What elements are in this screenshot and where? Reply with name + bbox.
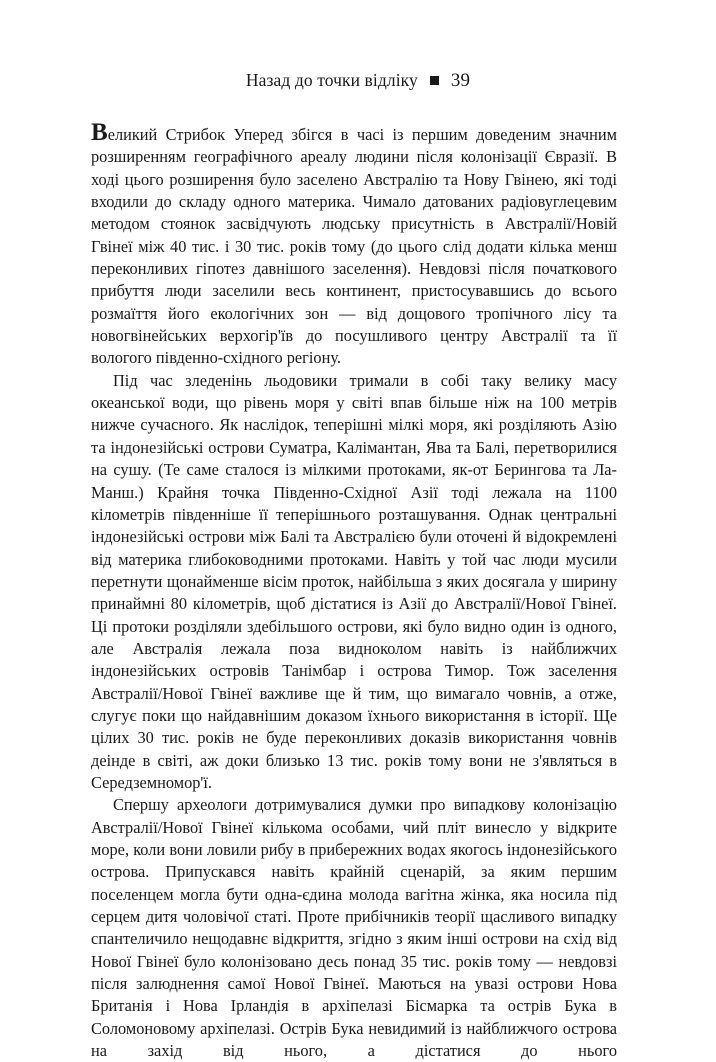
chapter-title: Назад до точки відліку — [245, 70, 418, 90]
running-head — [0, 70, 716, 92]
page-number: 39 — [450, 70, 471, 91]
drop-cap: В — [91, 119, 108, 146]
paragraph-1-text: еликий Стрибок Уперед збігся в часі із першим доведеним значним розширенням географічного ареалу людини після колонізації Євразії. В ході цього розширення було заселено Австралію та Нову Гвінею, які тоді входили до складу одного материка. Чимало датованих радіовуглецевим методом стоянок засвідчують людську присутність в Австралії/Новій Гвінеї між 40 тис. і 30 тис. років тому (до цього слід додати кілька менш переконливих гіпотез давнішого заселення). Невдовзі після початкового прибуття люди заселили весь континент, пристосувавшись до всього розмаїття його екологічних зон — від дощового тропічного лісу та новогвінейських верхогір'їв до посушливого центру Австралії та її вологого південно-східного регіону. — [91, 125, 617, 368]
paragraph-3: Спершу археологи дотримувалися думки про випадкову колонізацію Австралії/Нової Гвінеї кількома особами, чий пліт винесло у відкрите море, коли вони ловили рибу в прибережних водах якогось індонезійського острова. Припускався навіть крайній сценарій, за яким першим поселенцем могла бути одна-єдина молода вагітна жінка, яка носила під серцем дитя чоловічої статі. Проте прибічників теорії щасливого випадку спантеличило нещодавнє відкриття, згідно з яким інші острови на схід від Нової Гвінеї було колонізовано десь понад 35 тис. років тому — невдовзі після залюднення самої Нової Гвінеї. Маються на увазі острови Нова Британія і Нова Ірландія в архіпелазі Бісмарка та острів Бука в Соломоновому архіпелазі. Острів Бука невидимий із найближчого острова на захід від нього, а дістатися до нього — [91, 795, 617, 1061]
paragraph-1 — [91, 119, 617, 370]
paragraph-2: Під час зледенінь льодовики тримали в собі таку велику масу океанської води, що рівень моря у світі впав більше ніж на 100 метрів нижче сучасного. Як наслідок, теперішні мілкі моря, які розділяють Азію та індонезійські острови Суматра, Калімантан, Ява та Балі, перетворилися на сушу. (Те саме сталося із мілкими протоками, як-от Берингова та Ла-Манш.) Крайня точка Південно-Східної Азії тоді лежала на 1100 кілометрів південніше її теперішнього розташування. Однак центральні індонезійські острови між Балі та Австралією були оточені й відокремлені від материка глибоководними протоками. Навіть у той час люди мусили перетнути щонайменше вісім проток, найбільша з яких досягала у ширину принаймні 80 кілометрів, щоб дістатися із Азії до Австралії/Нової Гвінеї. Ці протоки розділяли здебільшого острови, які було видно один із одного, але Австралія лежала поза видноколом навіть із найближчих індонезійських островів Танімбар і острова Тимор. Тож заселення Австралії/Нової Гвінеї важливе ще й тим, що вимагало човнів, а отже, слугує поки що найдавнішим доказом їхнього використання в історії. Ще цілих 30 тис. років не буде переконливих доказів використання човнів деінде в світі, аж доки близько 13 тис. років тому вони не з'являться в Середземномор'ї. — [91, 370, 617, 792]
square-bullet-icon — [430, 76, 439, 85]
body-text — [91, 119, 617, 1062]
